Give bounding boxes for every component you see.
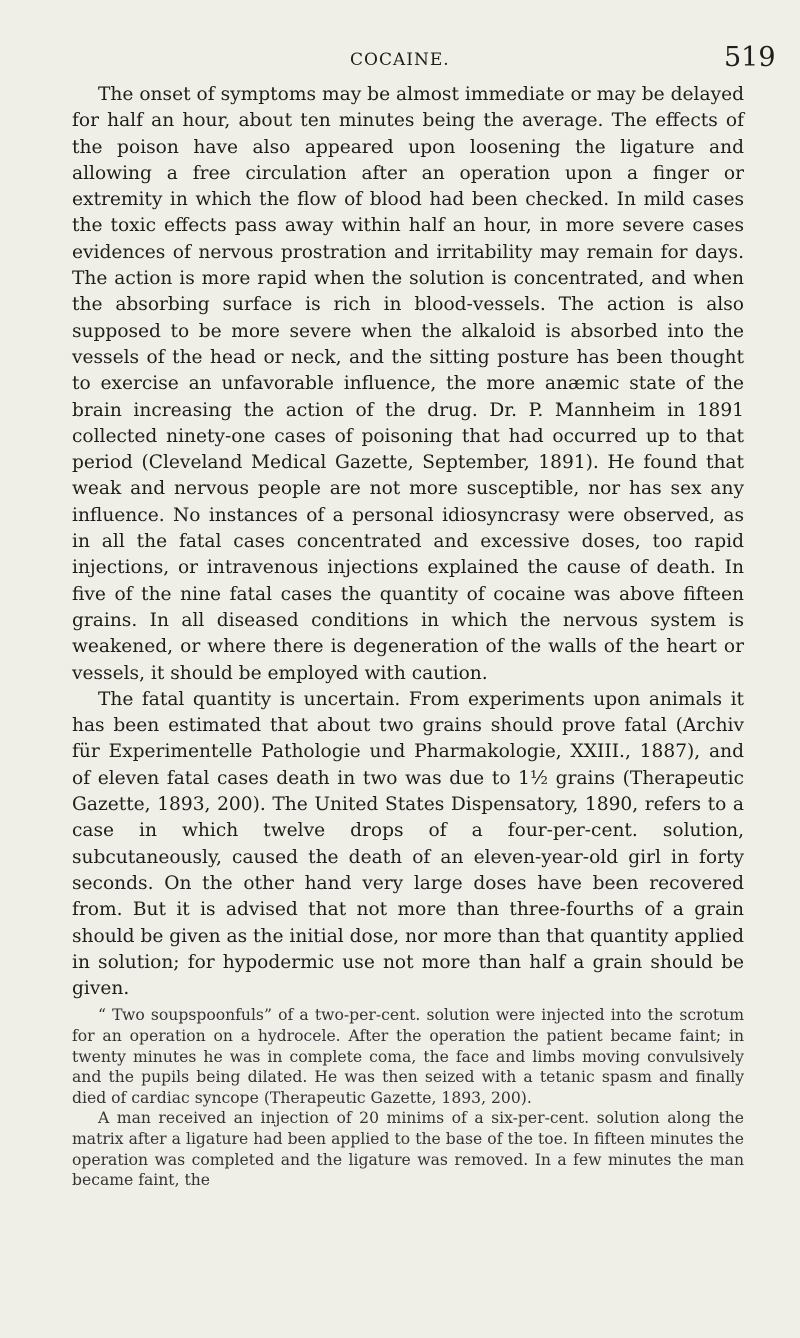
running-head: COCAINE. xyxy=(350,50,450,70)
paragraph-fatal-quantity: The fatal quantity is uncertain. From experiments upon animals it has been estimated that about two grains should prove fatal (Archiv für Experimentelle Pathologie und Pharmakologie, XXIII., 1887), and of eleven fatal cases death in two was due to 1½ grains (Therapeutic Gazette, 1893, 200). The United States Dispensatory, 1890, refers to a case in which twelve drops of a four-per-cent. solution, subcutaneously, caused the death of an eleven-year-old girl in forty seconds. On the other hand very large doses have been recovered from. But it is advised that not more than three-fourths of a grain should be given as the initial dose, nor more than that quantity applied in solution; for hypodermic use not more than half a grain should be given. xyxy=(72,688,744,1000)
page-number: 519 xyxy=(724,42,776,73)
body-text xyxy=(72,82,744,1191)
paragraph-case-toe-injection: A man received an injection of 20 minims of a six-per-cent. solution along the matrix after a ligature had been applied to the base of the toe. In fifteen minutes the operation was completed and the ligature was removed. In a few minutes the man became faint, the xyxy=(72,1109,744,1190)
page-header xyxy=(0,36,800,80)
paragraph-onset-of-symptoms: The onset of symptoms may be almost immediate or may be delayed for half an hour, about ten minutes being the average. The effects of the poison have also appeared upon loosening the ligature and allowing a free circulation after an operation upon a finger or extremity in which the flow of blood had been checked. In mild cases the toxic effects pass away within half an hour, in more severe cases evidences of nervous prostration and irritability may remain for days. The action is more rapid when the solution is concentrated, and when the absorbing surface is rich in blood-vessels. The action is also supposed to be more severe when the alkaloid is absorbed into the vessels of the head or neck, and the sitting posture has been thought to exercise an unfavorable influence, the more anæmic state of the brain increasing the action of the drug. Dr. P. Mannheim in 1891 collected ninety-one cases of poisoning that had occurred up to that period (Cleveland Medical Gazette, September, 1891). He found that weak and nervous people are not more susceptible, nor has sex any influence. No instances of a personal idiosyncrasy were observed, as in all the fatal cases concentrated and excessive doses, too rapid injections, or intravenous injections explained the cause of death. In five of the nine fatal cases the quantity of cocaine was above fifteen grains. In all diseased conditions in which the nervous system is weakened, or where there is degeneration of the walls of the heart or vessels, it should be employed with caution. xyxy=(72,84,744,684)
paragraph-case-hydrocele: “ Two soupspoonfuls” of a two-per-cent. solution were injected into the scrotum for an operation on a hydrocele. After the operation the patient became faint; in twenty minutes he was in complete coma, the face and limbs moving convulsively and the pupils being dilated. He was then seized with a tetanic spasm and finally died of cardiac syncope (Therapeutic Gazette, 1893, 200). xyxy=(72,1006,744,1107)
